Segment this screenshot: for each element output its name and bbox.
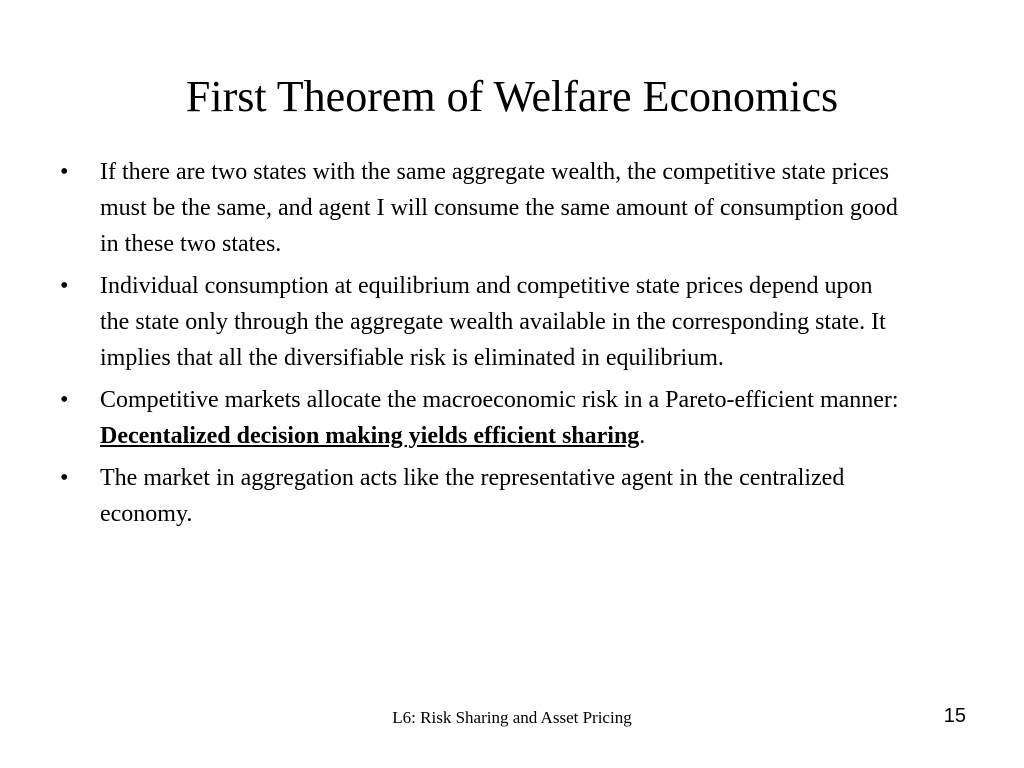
bullet-text: Individual consumption at equilibrium and competitive state prices depend upon the state only through the aggregate wealth available in the corresponding state. It implies that all the diversifiable risk is eliminated in equilibrium. bbox=[100, 273, 886, 371]
bullet-item bbox=[60, 382, 900, 454]
bullet-item bbox=[60, 460, 900, 532]
bullet-text: The market in aggregation acts like the representative agent in the centralized economy. bbox=[100, 465, 845, 527]
bullet-dot-icon: • bbox=[60, 273, 69, 299]
slide-title: First Theorem of Welfare Economics bbox=[185, 72, 839, 121]
bullet-text: Competitive markets allocate the macroeconomic risk in a Pareto-efficient manner: bbox=[100, 387, 899, 413]
footer-course-title: L6: Risk Sharing and Asset Pricing bbox=[392, 708, 632, 727]
bullet-text: If there are two states with the same aggregate wealth, the competitive state prices must be the same, and agent I will consume the same amount of consumption good in these two states. bbox=[100, 159, 898, 257]
bullet-item bbox=[60, 154, 900, 262]
bullet-list bbox=[60, 154, 900, 538]
bullet-dot-icon: • bbox=[60, 465, 69, 491]
bullet-dot-icon: • bbox=[60, 387, 69, 413]
bullet-dot-icon: • bbox=[60, 159, 69, 185]
page-number: 15 bbox=[943, 705, 966, 727]
emphasized-conclusion: Decentalized decision making yields efficient sharing bbox=[100, 423, 640, 449]
bullet-text-end: . bbox=[639, 423, 646, 449]
bullet-item bbox=[60, 268, 900, 376]
